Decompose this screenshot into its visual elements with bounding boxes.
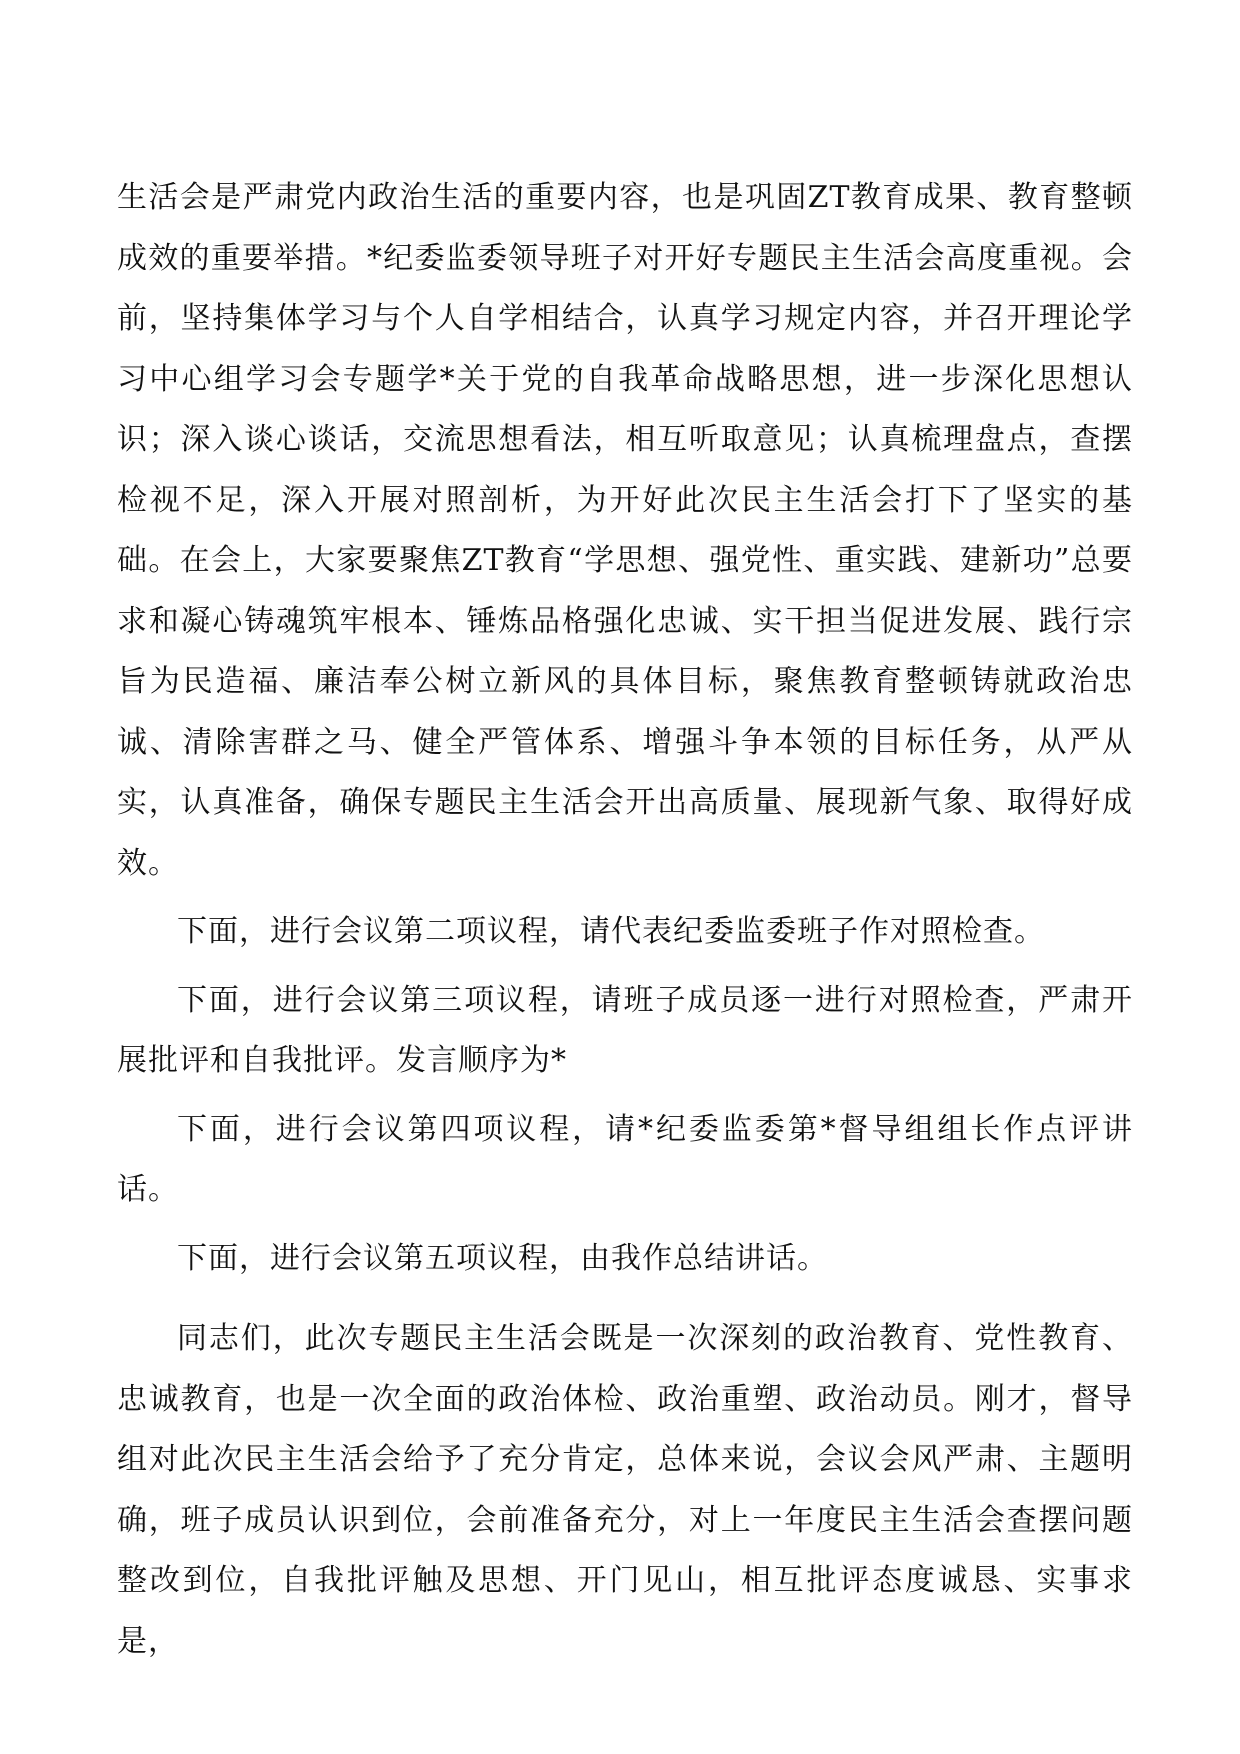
- paragraph-agenda-3: 下面，进行会议第三项议程，请班子成员逐一进行对照检查，严肃开展批评和自我批评。发言顺序为*: [117, 982, 1133, 1078]
- paragraph-agenda-5: 下面，进行会议第五项议程，由我作总结讲话。: [177, 1240, 828, 1276]
- paragraph-opening: 生活会是严肃党内政治生活的重要内容，也是巩固ZT教育成果、教育整顿成效的重要举措。*纪委监委领导班子对开好专题民主生活会高度重视。会前，坚持集体学习与个人自学相结合，认真学习规定内容，并召开理论学习中心组学习会专题学*关于党的自我革命战略思想，进一步深化思想认识；深入谈心谈话，交流思想看法，相互听取意见；认真梳理盘点，查摆检视不足，深入开展对照剖析，为开好此次民主生活会打下了坚实的基础。在会上，大家要聚焦ZT教育“学思想、强党性、重实践、建新功”总要求和凝心铸魂筑牢根本、锤炼品格强化忠诚、实干担当促进发展、践行宗旨为民造福、廉洁奉公树立新风的具体目标，聚焦教育整顿铸就政治忠诚、清除害群之马、健全严管体系、增强斗争本领的目标任务，从严从实，认真准备，确保专题民主生活会开出高质量、展现新气象、取得好成效。: [117, 180, 1133, 881]
- paragraph-summary: 同志们，此次专题民主生活会既是一次深刻的政治教育、党性教育、忠诚教育，也是一次全面的政治体检、政治重塑、政治动员。刚才，督导组对此次民主生活会给予了充分肯定，总体来说，会议会风严肃、主题明确，班子成员认识到位，会前准备充分，对上一年度民主生活会查摆问题整改到位，自我批评触及思想、开门见山，相互批评态度诚恳、实事求是，: [117, 1321, 1133, 1659]
- paragraph-agenda-2: 下面，进行会议第二项议程，请代表纪委监委班子作对照检查。: [177, 914, 1045, 949]
- document-body: [117, 168, 1133, 1672]
- paragraph-agenda-4: 下面，进行会议第四项议程，请*纪委监委第*督导组组长作点评讲话。: [117, 1111, 1133, 1207]
